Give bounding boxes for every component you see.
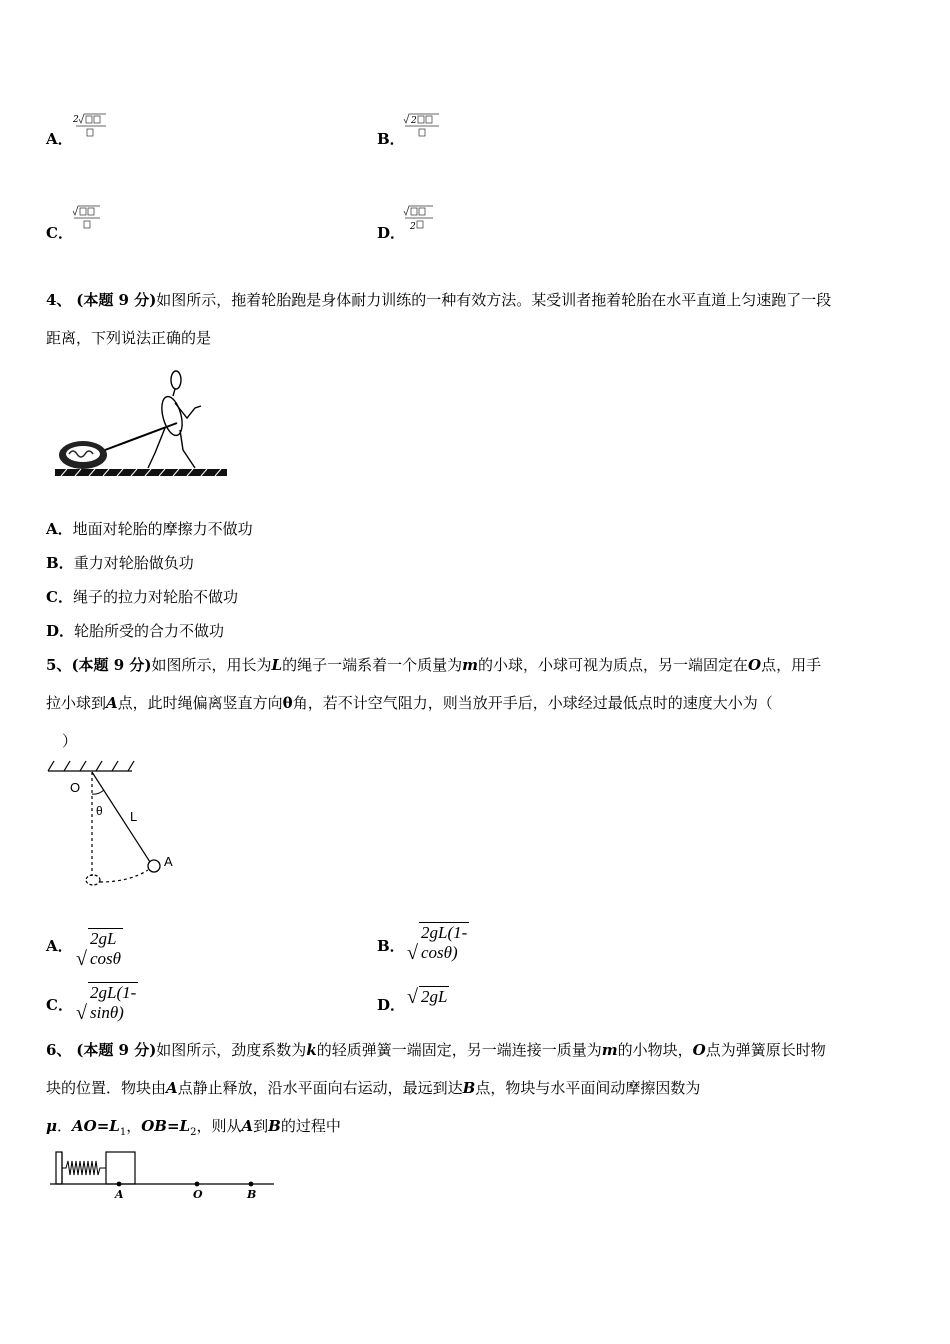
formula-text: 2gL(1- sinθ) — [89, 983, 137, 1022]
q4-option-c[interactable] — [46, 587, 238, 607]
formula-text: 2gL cosθ — [89, 929, 121, 968]
text-segment: 点，用手 — [761, 656, 822, 674]
option-label: C． — [46, 224, 73, 242]
option-label: A． — [46, 130, 73, 148]
question-text: 如图所示，拖着轮胎跑是身体耐力训练的一种有效方法。某受训者拖着轮胎在水平直道上匀速跑了一段 — [156, 291, 832, 309]
text-segment: 的小球，小球可视为质点，另一端固定在 — [477, 656, 748, 674]
question-number: 6、 — [46, 1041, 72, 1059]
variable: B — [268, 1117, 281, 1135]
formula-text: 2gL — [420, 987, 448, 1006]
text-segment: 的过程中 — [280, 1117, 341, 1135]
variable: A — [241, 1117, 254, 1135]
text-segment: 如图所示，劲度系数为 — [156, 1041, 307, 1059]
label-o: O — [193, 1188, 203, 1201]
formula-image — [72, 112, 112, 142]
subscript: 1 — [119, 1127, 127, 1138]
option-label: A． — [46, 520, 73, 538]
text-segment: 的小物块， — [617, 1041, 693, 1059]
text-segment: ， — [126, 1117, 142, 1135]
q6-stem-line3 — [46, 1116, 341, 1143]
question-number: 5、 — [46, 656, 72, 674]
question-score: (本题 9 分) — [76, 1041, 157, 1059]
formula: √ 2gL(1- cosθ) — [407, 923, 468, 964]
option-text: 绳子的拉力对轮胎不做功 — [72, 588, 238, 606]
option-label: C． — [46, 588, 73, 606]
text-segment: 角，若不计空气阻力，则当放开手后，小球经过最低点时的速度大小为（ — [292, 694, 773, 712]
svg-text:2: 2 — [410, 222, 416, 232]
text-segment: 如图所示，用长为 — [151, 656, 272, 674]
svg-text:2: 2 — [411, 116, 417, 126]
label-o: O — [70, 780, 81, 795]
formula-image — [403, 204, 439, 234]
variable: m — [601, 1041, 618, 1059]
variable: L — [271, 656, 283, 674]
variable: m — [462, 656, 478, 674]
q5-stem-line2 — [46, 693, 773, 713]
q6-stem-line2 — [46, 1078, 700, 1098]
text-segment: 块的位置．物块由 — [46, 1079, 167, 1097]
option-text: 轮胎所受的合力不做功 — [74, 622, 225, 640]
subscript: 2 — [190, 1127, 197, 1138]
option-label: C． — [46, 996, 73, 1014]
variable: μ — [46, 1117, 57, 1135]
variable: O — [692, 1041, 706, 1059]
option-text: 地面对轮胎的摩擦力不做功 — [72, 520, 253, 538]
q5-stem-line3: ） — [62, 732, 78, 750]
label-a: A — [115, 1188, 124, 1201]
variable: O — [747, 656, 762, 674]
pendulum-figure — [44, 758, 184, 893]
option-text: 重力对轮胎做负功 — [73, 554, 194, 572]
label-l: L — [130, 809, 138, 824]
formula-image — [72, 204, 108, 234]
text-segment: 的轻质弹簧一端固定，另一端连接一质量为 — [316, 1041, 602, 1059]
option-label: B． — [377, 937, 405, 955]
variable: OB=L — [141, 1117, 191, 1135]
svg-text:2: 2 — [73, 115, 79, 125]
q4-option-d[interactable] — [46, 621, 224, 641]
label-theta: θ — [96, 804, 103, 818]
option-label: D． — [46, 622, 75, 640]
q4-stem-line2: 距离，下列说法正确的是 — [46, 329, 212, 347]
option-label: D． — [377, 996, 406, 1014]
label-a: A — [164, 854, 173, 869]
text-segment: 点，此时绳偏离竖直方向 — [117, 694, 283, 712]
text-segment: ，则从 — [196, 1117, 242, 1135]
text-segment: 点为弹簧原长时物 — [705, 1041, 826, 1059]
text-segment: 的绳子一端系着一个质量为 — [282, 656, 463, 674]
formula: √ 2gL — [407, 986, 448, 1008]
variable: A — [106, 694, 118, 712]
text-segment: 到 — [253, 1117, 269, 1135]
text-segment: 点静止释放，沿水平面向右运动，最远到达 — [177, 1079, 463, 1097]
text-segment: 拉小球到 — [46, 694, 107, 712]
option-label: B． — [377, 130, 405, 148]
tire-dragging-figure — [55, 368, 230, 483]
q5-stem-line1 — [46, 655, 821, 675]
formula-image — [403, 112, 443, 142]
label-b: B — [247, 1188, 257, 1201]
option-label: B． — [46, 554, 74, 572]
question-number: 4、 — [46, 291, 72, 309]
variable: A — [166, 1079, 178, 1097]
formula-text: 2gL(1- cosθ) — [420, 923, 468, 962]
option-label: D． — [377, 224, 406, 242]
variable: AO=L — [72, 1117, 120, 1135]
formula: √ 2gL cosθ — [76, 929, 121, 970]
q4-option-b[interactable] — [46, 553, 194, 573]
spring-block-figure — [46, 1146, 278, 1204]
question-score: (本题 9 分) — [71, 656, 152, 674]
q4-option-a[interactable] — [46, 519, 253, 539]
variable: θ — [282, 694, 293, 712]
formula: √ 2gL(1- sinθ) — [76, 983, 137, 1024]
variable: k — [306, 1041, 317, 1059]
variable: B — [462, 1079, 476, 1097]
q6-stem-line1 — [46, 1040, 826, 1060]
text-segment: ． — [56, 1117, 72, 1135]
question-score: (本题 9 分) — [76, 291, 157, 309]
text-segment: 点，物块与水平面间动摩擦因数为 — [475, 1079, 701, 1097]
option-label: A． — [46, 937, 73, 955]
q4-stem-line1 — [46, 290, 831, 310]
